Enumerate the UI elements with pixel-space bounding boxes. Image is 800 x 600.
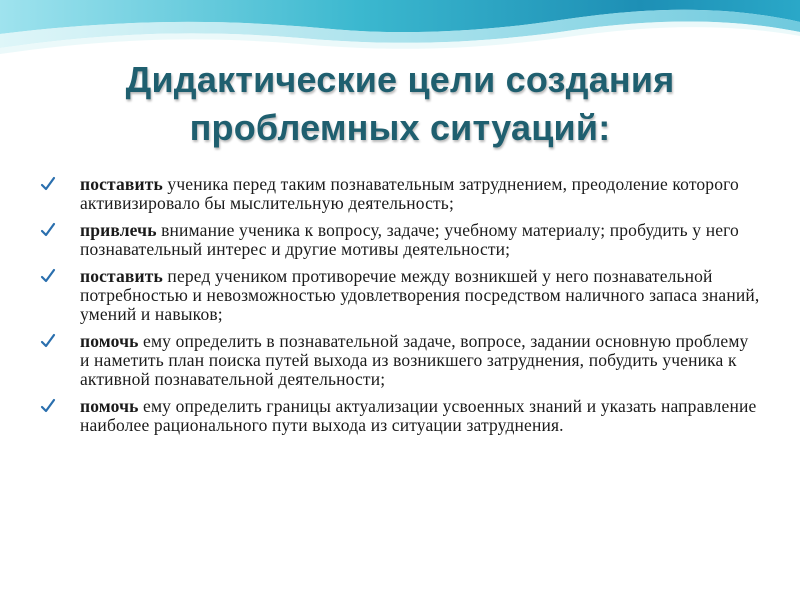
check-icon [40,268,56,284]
goal-text: ему определить границы актуализации усвоенных знаний и указать направление наиболее рационального пути выхода из ситуации затруднения. [80,396,757,435]
goals-list [42,175,760,443]
goal-keyword: поставить [80,174,163,194]
check-icon [40,333,56,349]
goal-text: ученика перед таким познавательным затруднением, преодоление которого активизировало бы мыслительную деятельность; [80,174,739,213]
goal-item [42,175,760,213]
goal-keyword: поставить [80,266,163,286]
goal-text: внимание ученика к вопросу, задаче; учебному материалу; пробудить у него познавательный интерес и другие мотивы деятельности; [80,220,739,259]
goal-keyword: помочь [80,396,139,416]
goal-keyword: помочь [80,331,139,351]
goal-item [42,267,760,324]
goal-item [42,397,760,435]
slide-title [0,56,800,152]
goal-keyword: привлечь [80,220,157,240]
title-line-1: Дидактические цели создания [125,59,675,100]
check-icon [40,398,56,414]
goal-item [42,332,760,389]
check-icon [40,176,56,192]
title-line-2: проблемных ситуаций: [189,107,611,148]
goal-item [42,221,760,259]
goal-text: ему определить в познавательной задаче, вопросе, задании основную проблему и наметить план поиска путей выхода из возникшего затруднения, побудить ученика к активной познавательной деятельности; [80,331,749,389]
check-icon [40,222,56,238]
goal-text: перед учеником противоречие между возникшей у него познавательной потребностью и невозможностью удовлетворения посредством наличного запаса знаний, умений и навыков; [80,266,760,324]
